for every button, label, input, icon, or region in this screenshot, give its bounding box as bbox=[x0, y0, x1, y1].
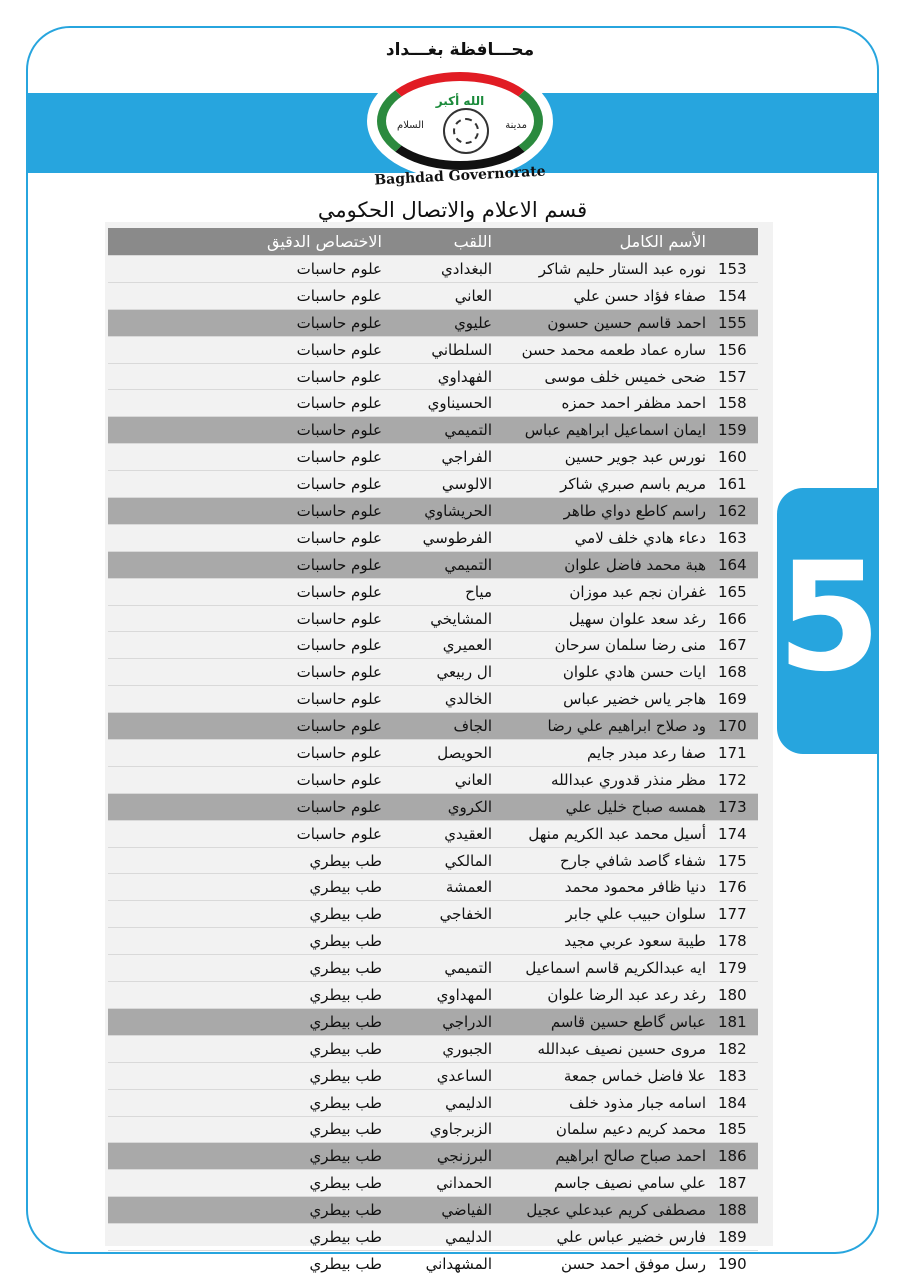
row-full-name: مريم باسم صبري شاكر bbox=[498, 471, 712, 498]
row-surname: الدليمي bbox=[388, 1224, 498, 1251]
row-number: 179 bbox=[712, 955, 758, 982]
row-full-name: أسيل محمد عبد الكريم منهل bbox=[498, 820, 712, 847]
row-full-name: هبة محمد فاضل علوان bbox=[498, 551, 712, 578]
row-surname: العقيدي bbox=[388, 820, 498, 847]
row-specialty: طب بيطري bbox=[108, 955, 388, 982]
row-full-name: مصطفى كريم عبدعلي عجيل bbox=[498, 1197, 712, 1224]
row-number: 171 bbox=[712, 740, 758, 767]
table-row bbox=[108, 417, 758, 444]
row-full-name: مظر منذر قدوري عبدالله bbox=[498, 766, 712, 793]
row-full-name: هاجر ياس خضير عباس bbox=[498, 686, 712, 713]
row-surname: الخالدي bbox=[388, 686, 498, 713]
table-row bbox=[108, 1197, 758, 1224]
row-number: 168 bbox=[712, 659, 758, 686]
row-specialty: طب بيطري bbox=[108, 1116, 388, 1143]
row-specialty: طب بيطري bbox=[108, 1250, 388, 1276]
table-row bbox=[108, 766, 758, 793]
table-row bbox=[108, 1143, 758, 1170]
header-specialty: الاختصاص الدقيق bbox=[108, 228, 388, 256]
row-surname: المشهداني bbox=[388, 1250, 498, 1276]
row-surname bbox=[388, 928, 498, 955]
row-surname: التميمي bbox=[388, 417, 498, 444]
row-surname: مياح bbox=[388, 578, 498, 605]
row-full-name: احمد صباح صالح ابراهيم bbox=[498, 1143, 712, 1170]
row-surname: البرزنجي bbox=[388, 1143, 498, 1170]
row-surname: الفرطوسي bbox=[388, 524, 498, 551]
row-number: 156 bbox=[712, 336, 758, 363]
row-number: 172 bbox=[712, 766, 758, 793]
row-full-name: دنيا ظافر محمود محمد bbox=[498, 874, 712, 901]
row-full-name: ود صلاح ابراهيم علي رضا bbox=[498, 713, 712, 740]
row-specialty: طب بيطري bbox=[108, 847, 388, 874]
row-number: 153 bbox=[712, 256, 758, 283]
table-row bbox=[108, 1116, 758, 1143]
table-row bbox=[108, 578, 758, 605]
row-specialty: علوم حاسبات bbox=[108, 686, 388, 713]
row-specialty: طب بيطري bbox=[108, 874, 388, 901]
row-specialty: علوم حاسبات bbox=[108, 498, 388, 525]
row-number: 180 bbox=[712, 982, 758, 1009]
row-number: 154 bbox=[712, 282, 758, 309]
row-full-name: همسه صباح خليل علي bbox=[498, 793, 712, 820]
row-number: 169 bbox=[712, 686, 758, 713]
row-full-name: نورس عبد جوير حسين bbox=[498, 444, 712, 471]
row-number: 166 bbox=[712, 605, 758, 632]
table-row bbox=[108, 632, 758, 659]
row-specialty: طب بيطري bbox=[108, 928, 388, 955]
row-specialty: علوم حاسبات bbox=[108, 793, 388, 820]
row-specialty: علوم حاسبات bbox=[108, 390, 388, 417]
row-surname: الحريشاوي bbox=[388, 498, 498, 525]
row-full-name: عباس گاطع حسين قاسم bbox=[498, 1008, 712, 1035]
table-row bbox=[108, 444, 758, 471]
row-number: 174 bbox=[712, 820, 758, 847]
row-number: 184 bbox=[712, 1089, 758, 1116]
page-number-tab bbox=[777, 488, 882, 754]
row-full-name: ساره عماد طعمه محمد حسن bbox=[498, 336, 712, 363]
row-full-name: رسل موفق احمد حسن bbox=[498, 1250, 712, 1276]
table-row bbox=[108, 256, 758, 283]
table-row bbox=[108, 309, 758, 336]
row-surname: العمشة bbox=[388, 874, 498, 901]
row-full-name: غفران نجم عبد موزان bbox=[498, 578, 712, 605]
row-surname: الخفاجي bbox=[388, 901, 498, 928]
logo-city-word: مدينة bbox=[505, 120, 527, 131]
header-seq bbox=[712, 228, 758, 256]
department-title: قسم الاعلام والاتصال الحكومي bbox=[317, 198, 588, 222]
row-surname: الفراجي bbox=[388, 444, 498, 471]
row-specialty: علوم حاسبات bbox=[108, 551, 388, 578]
row-full-name: احمد مظفر احمد حمزه bbox=[498, 390, 712, 417]
table-row bbox=[108, 901, 758, 928]
row-specialty: علوم حاسبات bbox=[108, 363, 388, 390]
row-specialty: علوم حاسبات bbox=[108, 444, 388, 471]
table-row bbox=[108, 551, 758, 578]
table-row bbox=[108, 1008, 758, 1035]
row-number: 162 bbox=[712, 498, 758, 525]
row-specialty: علوم حاسبات bbox=[108, 309, 388, 336]
table-row bbox=[108, 1224, 758, 1251]
row-full-name: صفاء فؤاد حسن علي bbox=[498, 282, 712, 309]
row-number: 173 bbox=[712, 793, 758, 820]
row-specialty: علوم حاسبات bbox=[108, 632, 388, 659]
row-surname: الجبوري bbox=[388, 1035, 498, 1062]
row-number: 189 bbox=[712, 1224, 758, 1251]
table-row bbox=[108, 1035, 758, 1062]
row-specialty: طب بيطري bbox=[108, 1089, 388, 1116]
row-full-name: احمد قاسم حسين حسون bbox=[498, 309, 712, 336]
table-row bbox=[108, 498, 758, 525]
row-surname: الحمداني bbox=[388, 1170, 498, 1197]
row-number: 185 bbox=[712, 1116, 758, 1143]
row-full-name: علي سامي نصيف جاسم bbox=[498, 1170, 712, 1197]
row-full-name: ضحى خميس خلف موسى bbox=[498, 363, 712, 390]
table-row bbox=[108, 1170, 758, 1197]
table-row bbox=[108, 847, 758, 874]
row-number: 155 bbox=[712, 309, 758, 336]
table-row bbox=[108, 336, 758, 363]
row-specialty: طب بيطري bbox=[108, 901, 388, 928]
round-city-seal-icon bbox=[443, 108, 489, 154]
row-full-name: رغد رعد عبد الرضا علوان bbox=[498, 982, 712, 1009]
names-table bbox=[108, 228, 758, 1277]
row-number: 186 bbox=[712, 1143, 758, 1170]
row-specialty: علوم حاسبات bbox=[108, 740, 388, 767]
row-number: 167 bbox=[712, 632, 758, 659]
row-specialty: علوم حاسبات bbox=[108, 282, 388, 309]
logo-peace-word: السلام bbox=[397, 120, 424, 131]
row-specialty: طب بيطري bbox=[108, 1143, 388, 1170]
row-specialty: علوم حاسبات bbox=[108, 766, 388, 793]
row-specialty: علوم حاسبات bbox=[108, 713, 388, 740]
row-specialty: علوم حاسبات bbox=[108, 578, 388, 605]
logo-emblem bbox=[367, 62, 553, 180]
row-number: 159 bbox=[712, 417, 758, 444]
table-row bbox=[108, 1062, 758, 1089]
row-surname: العاني bbox=[388, 282, 498, 309]
row-full-name: صفا رعد مبدر جايم bbox=[498, 740, 712, 767]
row-surname: التميمي bbox=[388, 955, 498, 982]
table-row bbox=[108, 1250, 758, 1276]
row-number: 161 bbox=[712, 471, 758, 498]
row-surname: الفهداوي bbox=[388, 363, 498, 390]
row-number: 158 bbox=[712, 390, 758, 417]
row-specialty: علوم حاسبات bbox=[108, 820, 388, 847]
table-row bbox=[108, 524, 758, 551]
table-row bbox=[108, 659, 758, 686]
table-row bbox=[108, 471, 758, 498]
row-specialty: علوم حاسبات bbox=[108, 524, 388, 551]
row-surname: العميري bbox=[388, 632, 498, 659]
row-surname: الفياضي bbox=[388, 1197, 498, 1224]
row-specialty: طب بيطري bbox=[108, 1062, 388, 1089]
table-row bbox=[108, 740, 758, 767]
row-surname: المالكي bbox=[388, 847, 498, 874]
table-row bbox=[108, 874, 758, 901]
row-surname: العاني bbox=[388, 766, 498, 793]
table-header-row bbox=[108, 228, 758, 256]
row-full-name: راسم كاطع دواي طاهر bbox=[498, 498, 712, 525]
row-surname: الالوسي bbox=[388, 471, 498, 498]
row-full-name: طيبة سعود عربي مجيد bbox=[498, 928, 712, 955]
row-full-name: نوره عبد الستار حليم شاكر bbox=[498, 256, 712, 283]
row-full-name: منى رضا سلمان سرحان bbox=[498, 632, 712, 659]
table-row bbox=[108, 686, 758, 713]
row-specialty: علوم حاسبات bbox=[108, 417, 388, 444]
logo-takbir: الله أكبر bbox=[435, 94, 485, 108]
table-row bbox=[108, 1089, 758, 1116]
row-full-name: رغد سعد علوان سهيل bbox=[498, 605, 712, 632]
row-full-name: ايمان اسماعيل ابراهيم عباس bbox=[498, 417, 712, 444]
page-number: 5 bbox=[777, 531, 882, 705]
row-number: 170 bbox=[712, 713, 758, 740]
row-specialty: طب بيطري bbox=[108, 1224, 388, 1251]
row-specialty: علوم حاسبات bbox=[108, 471, 388, 498]
row-number: 187 bbox=[712, 1170, 758, 1197]
row-full-name: سلوان حبيب علي جابر bbox=[498, 901, 712, 928]
row-surname: الدراجي bbox=[388, 1008, 498, 1035]
row-number: 163 bbox=[712, 524, 758, 551]
table-row bbox=[108, 605, 758, 632]
row-specialty: طب بيطري bbox=[108, 1035, 388, 1062]
row-full-name: شفاء گاصد شافي جارح bbox=[498, 847, 712, 874]
table-row bbox=[108, 793, 758, 820]
row-specialty: علوم حاسبات bbox=[108, 336, 388, 363]
row-full-name: مروى حسين نصيف عبدالله bbox=[498, 1035, 712, 1062]
row-number: 157 bbox=[712, 363, 758, 390]
row-full-name: فارس خضير عباس علي bbox=[498, 1224, 712, 1251]
row-full-name: علا فاضل خماس جمعة bbox=[498, 1062, 712, 1089]
row-number: 188 bbox=[712, 1197, 758, 1224]
row-number: 181 bbox=[712, 1008, 758, 1035]
row-number: 182 bbox=[712, 1035, 758, 1062]
row-number: 175 bbox=[712, 847, 758, 874]
table-row bbox=[108, 982, 758, 1009]
row-specialty: طب بيطري bbox=[108, 982, 388, 1009]
logo-title-ar: محـــافظة بغـــداد bbox=[385, 40, 535, 60]
governorate-logo bbox=[355, 40, 565, 190]
row-specialty: علوم حاسبات bbox=[108, 605, 388, 632]
logo-title-en: Baghdad Governorate bbox=[373, 163, 547, 189]
row-number: 176 bbox=[712, 874, 758, 901]
table-row bbox=[108, 955, 758, 982]
row-surname: التميمي bbox=[388, 551, 498, 578]
row-number: 160 bbox=[712, 444, 758, 471]
row-number: 190 bbox=[712, 1250, 758, 1276]
row-full-name: دعاء هادي خلف لامي bbox=[498, 524, 712, 551]
row-full-name: ايات حسن هادي علوان bbox=[498, 659, 712, 686]
row-surname: ال ربيعي bbox=[388, 659, 498, 686]
row-surname: السلطاني bbox=[388, 336, 498, 363]
table-row bbox=[108, 820, 758, 847]
row-surname: الحويصل bbox=[388, 740, 498, 767]
row-surname: المهداوي bbox=[388, 982, 498, 1009]
row-surname: الزبرجاوي bbox=[388, 1116, 498, 1143]
row-specialty: طب بيطري bbox=[108, 1197, 388, 1224]
table-row bbox=[108, 282, 758, 309]
row-full-name: ايه عبدالكريم قاسم اسماعيل bbox=[498, 955, 712, 982]
row-surname: الساعدي bbox=[388, 1062, 498, 1089]
row-surname: الجاف bbox=[388, 713, 498, 740]
row-specialty: طب بيطري bbox=[108, 1008, 388, 1035]
table-row bbox=[108, 390, 758, 417]
row-specialty: طب بيطري bbox=[108, 1170, 388, 1197]
row-surname: الكروي bbox=[388, 793, 498, 820]
row-number: 165 bbox=[712, 578, 758, 605]
row-specialty: علوم حاسبات bbox=[108, 659, 388, 686]
header-surname: اللقب bbox=[388, 228, 498, 256]
row-full-name: محمد كريم دعيم سلمان bbox=[498, 1116, 712, 1143]
row-surname: الحسيناوي bbox=[388, 390, 498, 417]
row-number: 164 bbox=[712, 551, 758, 578]
header-full-name: الأسم الكامل bbox=[498, 228, 712, 256]
row-number: 183 bbox=[712, 1062, 758, 1089]
table-row bbox=[108, 713, 758, 740]
row-surname: البغدادي bbox=[388, 256, 498, 283]
table-row bbox=[108, 363, 758, 390]
row-specialty: علوم حاسبات bbox=[108, 256, 388, 283]
row-surname: الدليمي bbox=[388, 1089, 498, 1116]
row-full-name: اسامه جبار مذود خلف bbox=[498, 1089, 712, 1116]
table-row bbox=[108, 928, 758, 955]
row-surname: المشايخي bbox=[388, 605, 498, 632]
row-surname: عليوي bbox=[388, 309, 498, 336]
row-number: 178 bbox=[712, 928, 758, 955]
row-number: 177 bbox=[712, 901, 758, 928]
